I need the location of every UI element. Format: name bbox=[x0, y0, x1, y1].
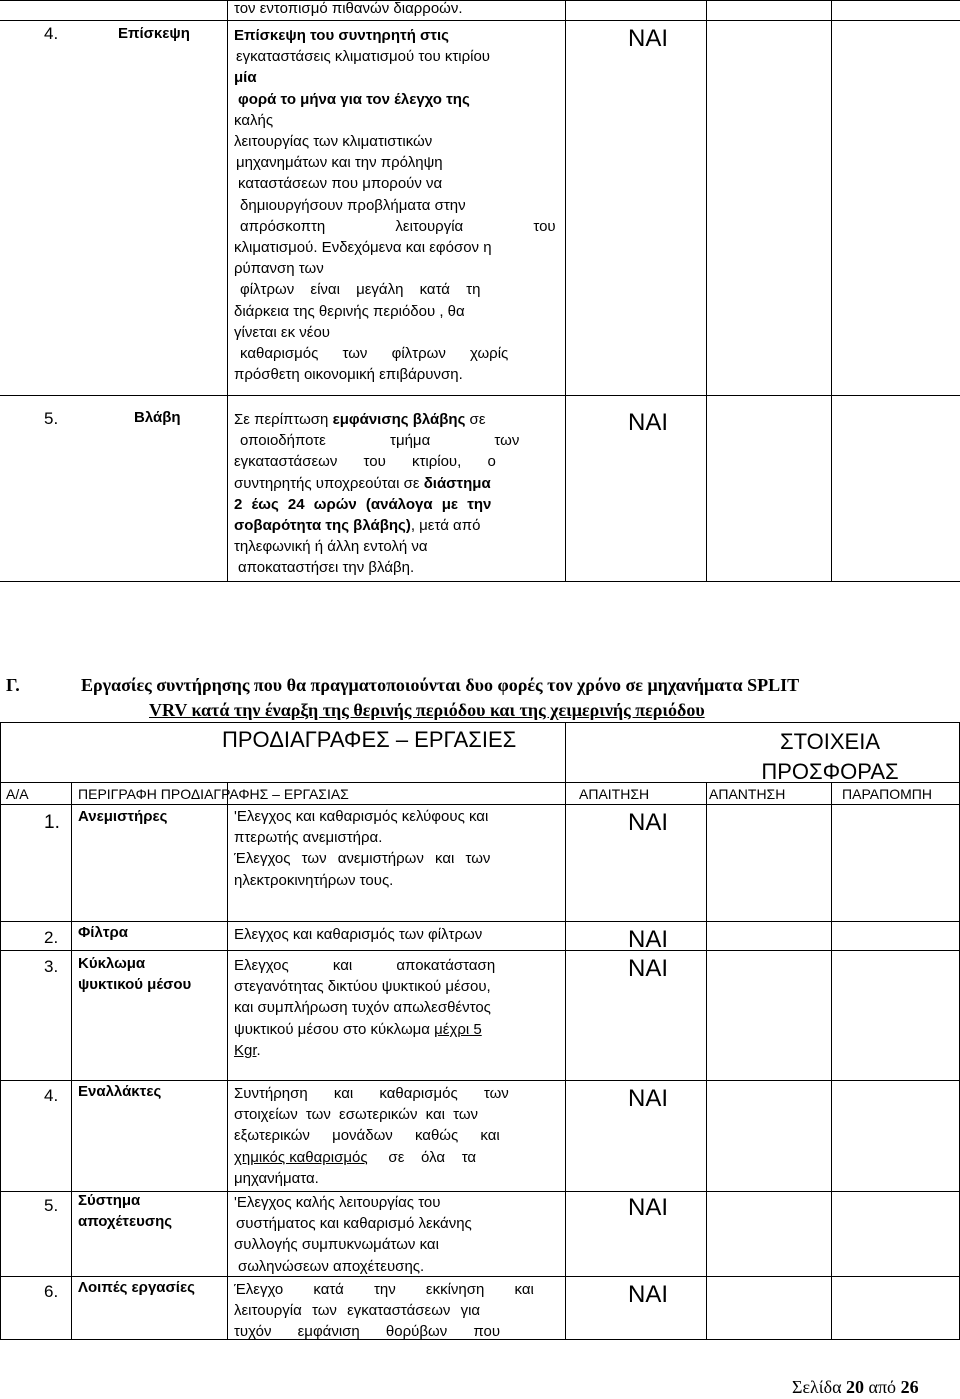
desc-line: Έλεγχος των ανεμιστήρων και των bbox=[234, 850, 491, 868]
row-number: 4. bbox=[44, 24, 59, 43]
desc-line: πρόσθετη οικονομική επιβάρυνση. bbox=[234, 366, 463, 384]
row-description bbox=[234, 1279, 560, 1343]
row-divider bbox=[0, 1080, 960, 1081]
desc-line: σοβαρότητα της βλάβης), μετά από bbox=[234, 517, 481, 535]
desc-line: μία bbox=[234, 69, 257, 87]
row-label: Εναλλάκτες bbox=[78, 1083, 162, 1100]
section-title-line1: Εργασίες συντήρησης που θα πραγματοποιούνται δυο φορές τον χρόνο σε μηχανήματα SPLIT bbox=[81, 675, 800, 695]
desc-line: ηλεκτροκινητήρων τους. bbox=[234, 871, 394, 889]
row-description bbox=[234, 955, 560, 1061]
section-letter: Γ. bbox=[6, 675, 20, 695]
row-number: 5. bbox=[44, 409, 59, 428]
desc-line: κλιματισμού. Ενδεχόμενα και εφόσον η bbox=[234, 239, 492, 257]
row-number: 4. bbox=[44, 1086, 59, 1105]
desc-line: ρύπανση των bbox=[234, 260, 324, 278]
desc-line: τηλεφωνική ή άλλη εντολή να bbox=[234, 538, 428, 556]
row-number: 1. bbox=[44, 812, 60, 833]
col-divider bbox=[71, 782, 72, 1339]
row-label: Σύστημα bbox=[78, 1192, 141, 1209]
page-number: 20 bbox=[846, 1377, 865, 1397]
row-label: ψυκτικού μέσου bbox=[78, 976, 192, 993]
answer-nai: ΝΑΙ bbox=[628, 1085, 669, 1112]
col-divider bbox=[706, 0, 707, 581]
desc-line: Έλεγχο κατά την εκκίνηση και bbox=[234, 1281, 534, 1298]
col-header-aa: Α/Α bbox=[6, 786, 29, 802]
desc-line: και συμπλήρωση τυχόν απωλεσθέντος bbox=[234, 999, 491, 1017]
desc-line: συλλογής συμπυκνωμάτων και bbox=[234, 1236, 439, 1254]
desc-line: Σε περίπτωση εμφάνισης βλάβης σε bbox=[234, 411, 486, 428]
desc-line: καλής bbox=[234, 111, 274, 129]
desc-line: σωληνώσεων αποχέτευσης. bbox=[238, 1257, 425, 1275]
desc-line: 2 έως 24 ωρών (ανάλογα με την bbox=[234, 495, 492, 513]
desc-line: εγκαταστάσεων του κτιρίου, ο bbox=[234, 453, 496, 471]
row-label: Κύκλωμα bbox=[78, 955, 146, 972]
row-description: Ελεγχος και καθαρισμός των φίλτρων bbox=[234, 926, 483, 943]
row-divider bbox=[0, 950, 960, 951]
desc-line: καταστάσεων που μπορούν να bbox=[238, 175, 443, 193]
desc-line: Ελεγχος και αποκατάσταση bbox=[234, 957, 496, 974]
desc-line: Kgr. bbox=[234, 1041, 261, 1059]
desc-line: συστήματος και καθαρισμό λεκάνης bbox=[236, 1215, 472, 1233]
answer-nai: ΝΑΙ bbox=[628, 1194, 669, 1221]
desc-line: Επίσκεψη του συντηρητή στις bbox=[234, 27, 449, 44]
row-label: αποχέτευσης bbox=[78, 1213, 173, 1230]
desc-line: αποκαταστήσει την βλάβη. bbox=[238, 559, 415, 577]
of-word: από bbox=[868, 1377, 897, 1397]
col-header-reference: ΠΑΡΑΠΟΜΠΗ bbox=[842, 786, 932, 802]
row-label: Λοιπές εργασίες bbox=[78, 1279, 195, 1296]
desc-line: καθαρισμός των φίλτρων χωρίς bbox=[240, 345, 509, 363]
desc-line: χημικός καθαρισμός σε όλα τα bbox=[234, 1148, 477, 1166]
desc-line: γίνεται εκ νέου bbox=[234, 323, 330, 341]
header-specs: ΠΡΟΔΙΑΓΡΑΦΕΣ – ΕΡΓΑΣΙΕΣ bbox=[222, 727, 517, 752]
desc-line: στοιχείων των εσωτερικών και των bbox=[234, 1106, 479, 1124]
row-label: Βλάβη bbox=[134, 409, 181, 426]
row-description bbox=[234, 1083, 560, 1189]
col-divider bbox=[227, 0, 228, 581]
desc-line: δημιουργήσουν προβλήματα στην bbox=[240, 196, 466, 214]
col-header-response: ΑΠΑΝΤΗΣΗ bbox=[709, 786, 786, 802]
row-description bbox=[234, 409, 560, 579]
desc-line: τυχόν εμφάνιση θορύβων που bbox=[234, 1323, 501, 1341]
answer-nai: ΝΑΙ bbox=[628, 409, 669, 436]
row-number: 3. bbox=[44, 957, 59, 976]
col-header-requirement: ΑΠΑΙΤΗΣΗ bbox=[579, 786, 650, 802]
row-divider bbox=[0, 20, 960, 21]
answer-nai: ΝΑΙ bbox=[628, 809, 669, 836]
col-header-description: ΠΕΡΙΓΡΑΦΗ ΠΡΟΔΙΑΓΡΑΦΗΣ – ΕΡΓΑΣΙΑΣ bbox=[78, 786, 349, 802]
continued-text: τον εντοπισμό πιθανών διαρροών. bbox=[234, 0, 463, 17]
desc-line: πτερωτής ανεμιστήρα. bbox=[234, 829, 383, 847]
col-divider bbox=[565, 722, 566, 1339]
row-description bbox=[234, 25, 560, 385]
row-divider bbox=[0, 921, 960, 922]
col-divider bbox=[831, 0, 832, 581]
col-divider bbox=[227, 782, 228, 1339]
desc-line: απρόσκοπτη λειτουργία του bbox=[240, 217, 556, 235]
row-number: 6. bbox=[44, 1282, 59, 1301]
desc-line: μηχανήματα. bbox=[234, 1169, 319, 1187]
desc-line: 'Ελεγχος και καθαρισμός κελύφους και bbox=[234, 808, 489, 825]
desc-line: συντηρητής υποχρεούται σε διάστημα bbox=[234, 474, 491, 492]
desc-line: Συντήρηση και καθαρισμός των bbox=[234, 1085, 509, 1102]
desc-line: λειτουργίας των κλιματιστικών bbox=[234, 133, 433, 151]
desc-line: στεγανότητας δικτύου ψυκτικού μέσου, bbox=[234, 978, 491, 996]
page-total: 26 bbox=[900, 1377, 919, 1397]
col-divider bbox=[565, 0, 566, 581]
table-a-top-border bbox=[0, 0, 960, 1]
answer-nai: ΝΑΙ bbox=[628, 1281, 669, 1308]
desc-line: μηχανημάτων και την πρόληψη bbox=[236, 154, 443, 172]
desc-line: εγκαταστάσεις κλιματισμού του κτιρίου bbox=[236, 48, 490, 66]
page-footer bbox=[792, 1377, 919, 1398]
desc-line: λειτουργία των εγκαταστάσεων για bbox=[234, 1302, 481, 1320]
col-divider bbox=[0, 722, 1, 1339]
row-label: Ανεμιστήρες bbox=[78, 808, 168, 825]
row-label: Φίλτρα bbox=[78, 924, 129, 941]
desc-line: διάρκεια της θερινής περιόδου , θα bbox=[234, 302, 465, 320]
col-divider bbox=[706, 782, 707, 1339]
row-label: Επίσκεψη bbox=[118, 25, 190, 42]
answer-nai: ΝΑΙ bbox=[628, 25, 669, 52]
desc-line: 'Ελεγχος καλής λειτουργίας του bbox=[234, 1194, 441, 1211]
answer-nai: ΝΑΙ bbox=[628, 926, 669, 953]
desc-line: οποιοδήποτε τμήμα των bbox=[240, 432, 520, 450]
col-divider bbox=[831, 782, 832, 1339]
header-offer: ΣΤΟΙΧΕΙΑ ΠΡΟΣΦΟΡΑΣ bbox=[761, 729, 899, 784]
header-divider bbox=[0, 804, 960, 805]
row-number: 2. bbox=[44, 928, 59, 947]
row-number: 5. bbox=[44, 1196, 59, 1215]
section-title-line2: VRV κατά την έναρξη της θερινής περιόδου και της χειμερινής περιόδου bbox=[149, 700, 705, 720]
page-word: Σελίδα bbox=[792, 1377, 842, 1397]
row-description bbox=[234, 806, 560, 891]
row-divider bbox=[0, 395, 960, 396]
table-a-bottom-border bbox=[0, 581, 960, 582]
desc-line: φίλτρων είναι μεγάλη κατά τη bbox=[240, 281, 481, 299]
desc-line: εξωτερικών μονάδων καθώς και bbox=[234, 1127, 500, 1145]
desc-line: ψυκτικού μέσου στο κύκλωμα μέχρι 5 bbox=[234, 1020, 482, 1038]
table-c-top-border bbox=[0, 722, 960, 723]
row-description bbox=[234, 1192, 560, 1277]
answer-nai: ΝΑΙ bbox=[628, 955, 669, 982]
desc-line: φορά το μήνα για τον έλεγχο της bbox=[238, 90, 470, 108]
